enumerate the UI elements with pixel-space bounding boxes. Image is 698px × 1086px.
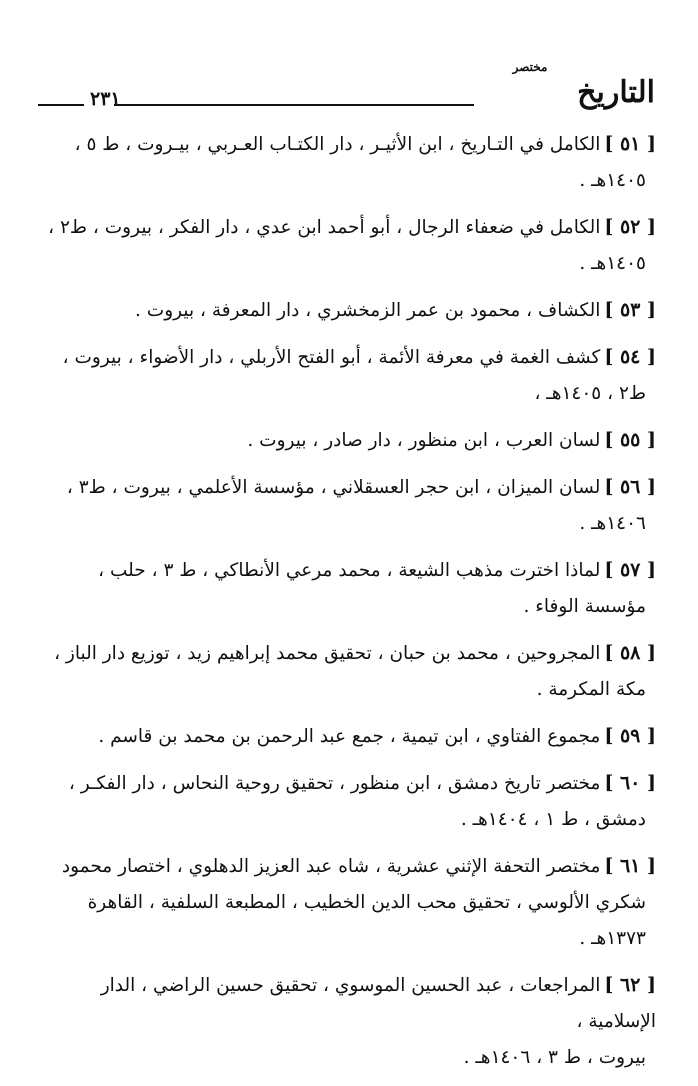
- bibliography-entry: [38, 552, 656, 625]
- header-rule-long: [114, 104, 474, 106]
- entry-number: [ ٦١ ]: [604, 855, 656, 877]
- bibliography-entry: [38, 209, 656, 282]
- page-header: [30, 60, 655, 120]
- entry-number: [ ٦٠ ]: [604, 772, 656, 794]
- entry-text: المجروحين ، محمد بن حبان ، تحقيق محمد إبراهيم زيد ، توزيع دار الباز ،: [54, 643, 601, 664]
- header-rule-short: [38, 104, 84, 106]
- entry-text: كشف الغمة في معرفة الأئمة ، أبو الفتح الأربلي ، دار الأضواء ، بيروت ،: [62, 347, 601, 368]
- entry-number: [ ٥٣ ]: [604, 299, 656, 321]
- entry-number: [ ٥٦ ]: [604, 476, 656, 498]
- bibliography-entry: [38, 718, 656, 755]
- bibliography-entry: [38, 339, 656, 412]
- header-book-title: التاريخ: [577, 75, 655, 110]
- entry-text: لسان الميزان ، ابن حجر العسقلاني ، مؤسسة الأعلمي ، بيروت ، ط٣ ،: [66, 477, 601, 498]
- entry-number: [ ٥٤ ]: [604, 346, 656, 368]
- entry-continuation: ١٤٠٥هـ .: [579, 170, 646, 191]
- entry-text: لماذا اخترت مذهب الشيعة ، محمد مرعي الأنطاكي ، ط ٣ ، حلب ،: [98, 560, 601, 581]
- entry-text: الكامل في التـاريخ ، ابن الأثيـر ، دار الكتـاب العـربي ، بيـروت ، ط ٥ ،: [74, 134, 601, 155]
- entry-number: [ ٦٢ ]: [604, 974, 656, 996]
- bibliography-entry: [38, 848, 656, 957]
- entry-text: مختصر التحفة الإثني عشرية ، شاه عبد العزيز الدهلوي ، اختصار محمود: [61, 856, 601, 877]
- entry-text: الكامل في ضعفاء الرجال ، أبو أحمد ابن عدي ، دار الفكر ، بيروت ، ط٢ ،: [48, 217, 601, 238]
- entry-continuation: بيروت ، ط ٣ ، ١٤٠٦هـ .: [463, 1047, 646, 1068]
- entry-number: [ ٥٥ ]: [604, 429, 656, 451]
- entry-continuation: ١٣٧٣هـ .: [579, 928, 646, 949]
- header-series-title: مختصر: [512, 60, 548, 74]
- entry-text: مجموع الفتاوي ، ابن تيمية ، جمع عبد الرحمن بن محمد بن قاسم .: [98, 726, 601, 747]
- bibliography-list: [38, 126, 656, 1086]
- entry-continuation: دمشق ، ط ١ ، ١٤٠٤هـ .: [460, 809, 646, 830]
- entry-continuation: ١٤٠٥هـ .: [579, 253, 646, 274]
- entry-number: [ ٥٧ ]: [604, 559, 656, 581]
- page-number: ٢٣١: [90, 88, 121, 110]
- entry-continuation: ط٢ ، ١٤٠٥هـ ،: [534, 383, 646, 404]
- entry-number: [ ٥١ ]: [604, 133, 656, 155]
- entry-continuation: مكة المكرمة .: [536, 679, 646, 700]
- entry-continuation: شكري الألوسي ، تحقيق محب الدين الخطيب ، المطبعة السلفية ، القاهرة: [87, 892, 646, 913]
- bibliography-entry: [38, 967, 656, 1076]
- entry-text: الكشاف ، محمود بن عمر الزمخشري ، دار المعرفة ، بيروت .: [135, 300, 601, 321]
- bibliography-entry: [38, 422, 656, 459]
- entry-continuation: ١٤٠٦هـ .: [579, 513, 646, 534]
- entry-text: مختصر تاريخ دمشق ، ابن منظور ، تحقيق روحية النحاس ، دار الفكـر ،: [68, 773, 601, 794]
- entry-number: [ ٥٩ ]: [604, 725, 656, 747]
- bibliography-entry: [38, 635, 656, 708]
- entry-continuation: مؤسسة الوفاء .: [523, 596, 646, 617]
- entry-number: [ ٥٨ ]: [604, 642, 656, 664]
- bibliography-entry: [38, 126, 656, 199]
- bibliography-entry: [38, 292, 656, 329]
- entry-text: لسان العرب ، ابن منظور ، دار صادر ، بيروت .: [247, 430, 601, 451]
- entry-text: المراجعات ، عبد الحسين الموسوي ، تحقيق حسين الراضي ، الدار الإسلامية ،: [100, 975, 656, 1032]
- bibliography-entry: [38, 765, 656, 838]
- entry-number: [ ٥٢ ]: [604, 216, 656, 238]
- bibliography-entry: [38, 469, 656, 542]
